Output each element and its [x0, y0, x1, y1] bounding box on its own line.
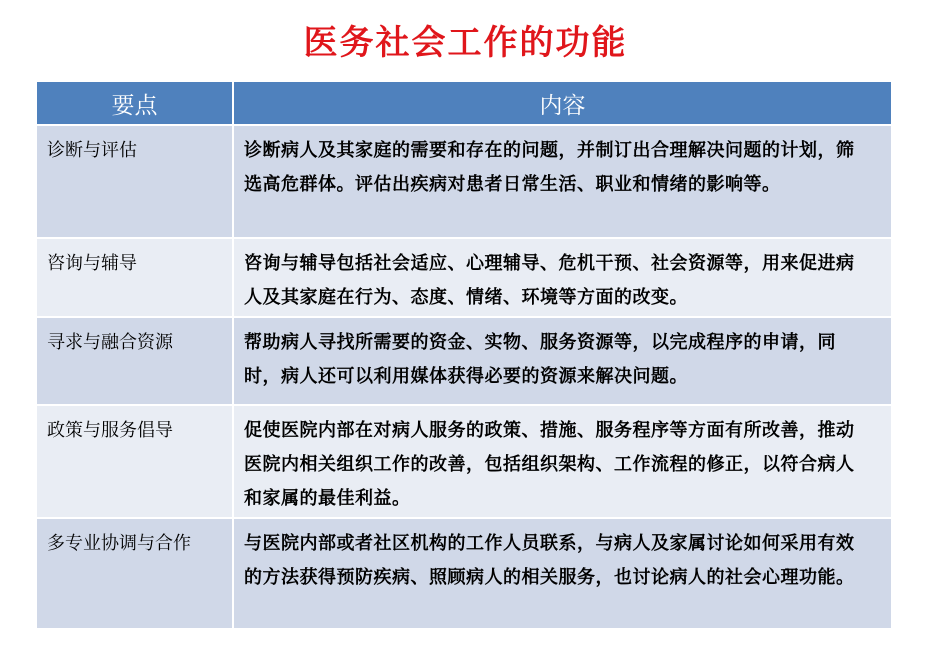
- functions-table: [37, 82, 891, 628]
- row-point-label: 多专业协调与合作: [37, 518, 233, 628]
- table-row: [37, 317, 891, 405]
- header-key-point: 要点: [37, 82, 233, 125]
- row-point-label: 咨询与辅导: [37, 238, 233, 317]
- table-header-row: [37, 82, 891, 125]
- header-content: 内容: [233, 82, 891, 125]
- table-row: [37, 125, 891, 238]
- table-row: [37, 405, 891, 518]
- row-content-text: 帮助病人寻找所需要的资金、实物、服务资源等，以完成程序的申请，同时，病人还可以利用媒体获得必要的资源来解决问题。: [233, 317, 891, 405]
- row-content-text: 促使医院内部在对病人服务的政策、措施、服务程序等方面有所改善，推动医院内相关组织工作的改善，包括组织架构、工作流程的修正，以符合病人和家属的最佳利益。: [233, 405, 891, 518]
- row-point-label: 政策与服务倡导: [37, 405, 233, 518]
- row-content-text: 咨询与辅导包括社会适应、心理辅导、危机干预、社会资源等，用来促进病人及其家庭在行为、态度、情绪、环境等方面的改变。: [233, 238, 891, 317]
- row-content-text: 与医院内部或者社区机构的工作人员联系，与病人及家属讨论如何采用有效的方法获得预防疾病、照顾病人的相关服务，也讨论病人的社会心理功能。: [233, 518, 891, 628]
- row-content-text: 诊断病人及其家庭的需要和存在的问题，并制订出合理解决问题的计划，筛选高危群体。评估出疾病对患者日常生活、职业和情绪的影响等。: [233, 125, 891, 238]
- row-point-label: 诊断与评估: [37, 125, 233, 238]
- table-row: [37, 238, 891, 317]
- table-row: [37, 518, 891, 628]
- row-point-label: 寻求与融合资源: [37, 317, 233, 405]
- slide-title: 医务社会工作的功能: [303, 23, 628, 63]
